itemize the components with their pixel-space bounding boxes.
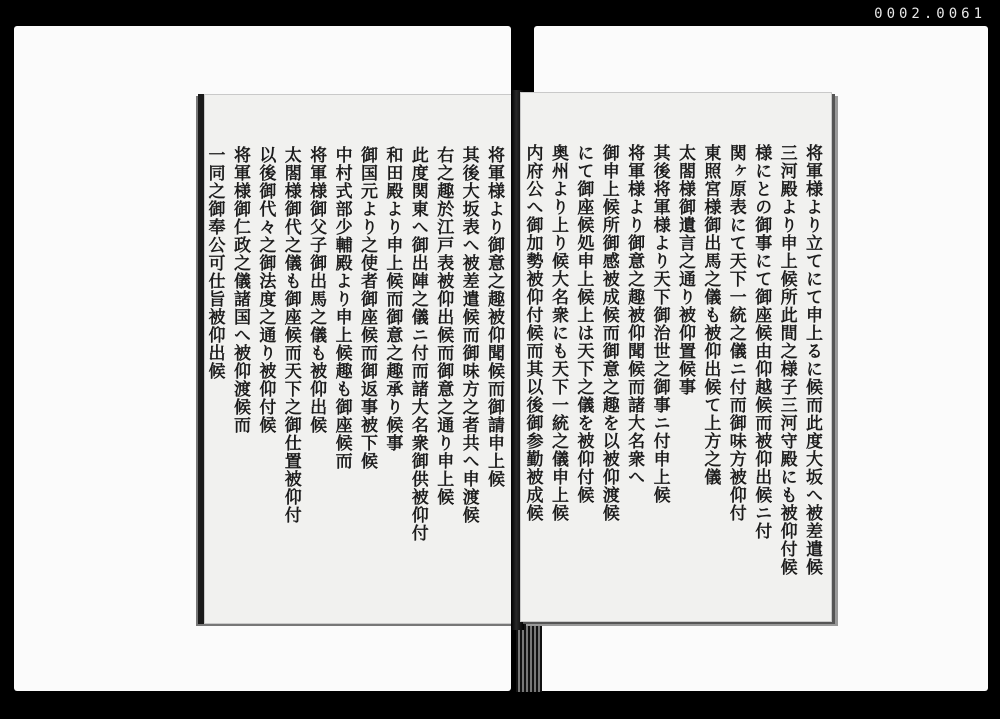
microfilm-frame-number: 0002.0061 [874, 6, 986, 22]
left-page [198, 94, 520, 624]
page-stack-edge [516, 620, 542, 692]
left-page-text: 将軍様より御意之趣被仰聞候而御請申上候 其後大坂表へ被差遣候而御味方之者共へ申渡候 右之趣於江戸表被仰出候而御意之通り申上候 此度関東へ御出陣之儀ニ付而諸大名衆御供被仰付 和田殿より申上候而御意之趣承り候事 御国元より之使者御座候而御返事被下候 中村式部少輔殿より申上候趣も御座候而 将軍様御父子御出馬之儀も被仰出候 太閤様御代之儀も御座候而天下之御仕置被仰付 以後御代々之御法度之通り被仰付候 将軍様御仁政之儀諸国へ被仰渡候而 一同之御奉公可仕旨被仰出候 [204, 146, 504, 542]
right-page-text: 将軍様より立てにて申上るに候而此度大坂へ被差遣候 三河殿より申上候所此間之様子三河守殿にも被仰付候 様にとの御事にて御座候由仰越候而被仰出候ニ付 関ヶ原表にて天下一統之儀ニ付而御味方被仰付 東照宮様御出馬之儀も被仰出候て上方之儀 太閤様御遺言之通り被仰置候事 其後将軍様より天下御治世之御事ニ付申上候 将軍様より御意之趣被仰聞候而諸大名衆へ 御申上候所御感被成候而御意之趣を以被仰渡候 にて御座候処申上候上は天下之儀を被仰付候 奥州より上り候大名衆にも天下一統之儀申上候 内府公へ御加勢被仰付候而其以後御参勤被成候 [522, 144, 822, 576]
right-page [520, 92, 832, 622]
